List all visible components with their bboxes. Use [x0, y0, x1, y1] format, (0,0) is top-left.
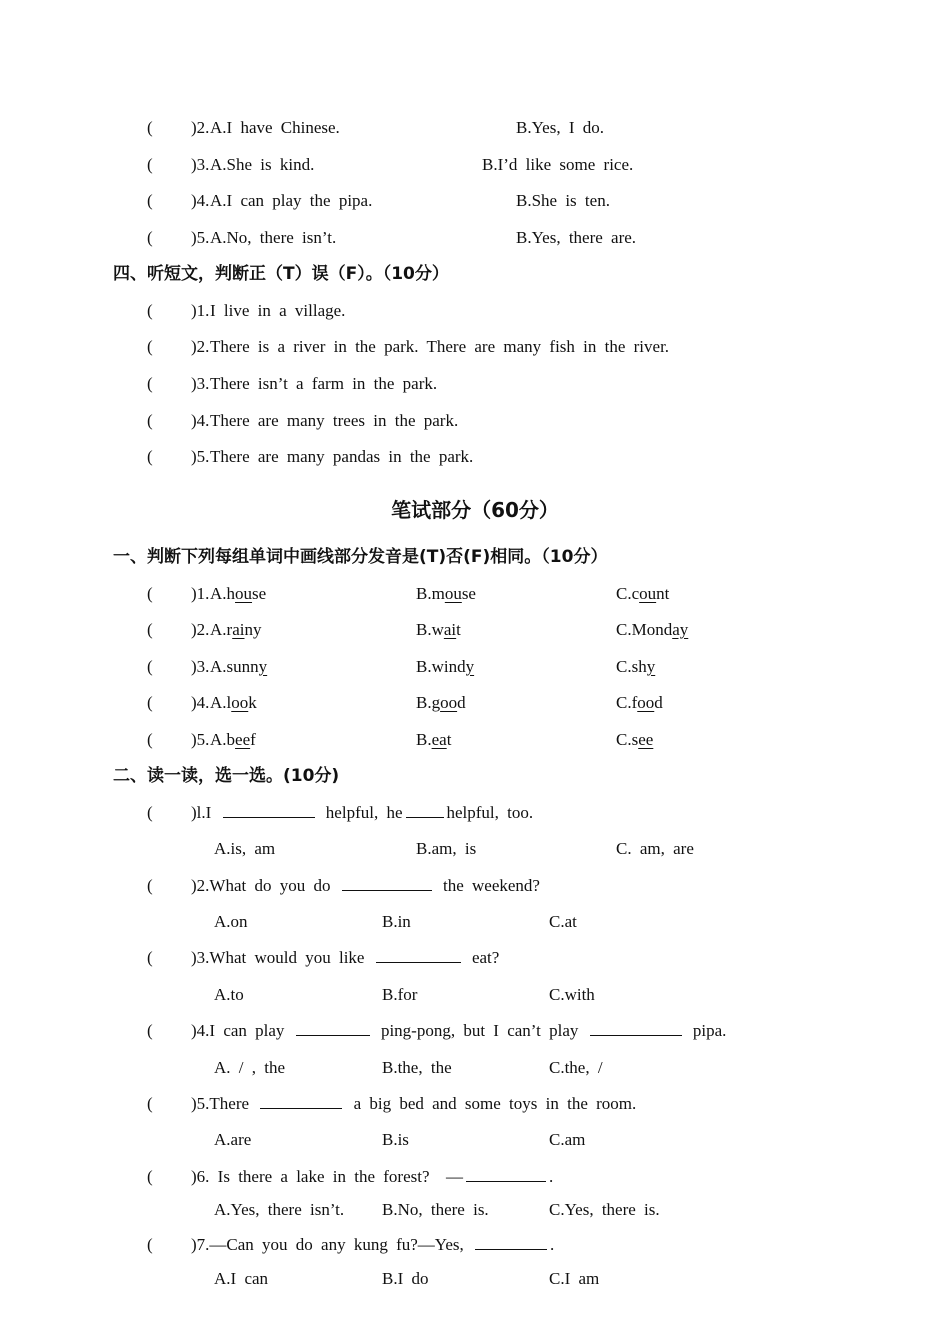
answer-paren[interactable]: ( — [147, 447, 153, 466]
answer-paren[interactable]: ( — [147, 337, 153, 356]
fill-blank[interactable] — [223, 803, 315, 818]
word-b: B.windy — [416, 657, 475, 676]
item-number: )3. — [191, 374, 210, 393]
underlined-letters: oo — [440, 693, 458, 712]
statement: There are many pandas in the park. — [210, 447, 474, 466]
underlined-letters: ay — [672, 620, 689, 639]
underlined-letters: oo — [637, 693, 655, 712]
item-number: )5. — [191, 228, 210, 247]
option-b: B.Yes, I do. — [516, 118, 604, 137]
option-b: B.I’d like some rice. — [482, 155, 634, 174]
option-c: C.am — [549, 1130, 586, 1149]
answer-paren[interactable]: ( — [147, 803, 153, 822]
underlined-letters: ee — [235, 730, 251, 749]
option-c: C. am, are — [616, 839, 694, 858]
question: )5.There a big bed and some toys in the room. — [191, 1094, 637, 1113]
item-number: )1. — [191, 584, 210, 603]
word-c: C.count — [616, 584, 670, 603]
word-c: C.food — [616, 693, 663, 712]
option-a: A.She is kind. — [210, 155, 315, 174]
item-number: )2. — [191, 620, 210, 639]
answer-paren[interactable]: ( — [147, 876, 153, 895]
word-c: C.Monday — [616, 620, 689, 639]
item-number: )5. — [191, 730, 210, 749]
answer-paren[interactable]: ( — [147, 118, 153, 137]
word-a: A.house — [210, 584, 267, 603]
item-number: )3. — [191, 155, 210, 174]
word-a: A.beef — [210, 730, 256, 749]
question: )7.—Can you do any kung fu?—Yes, . — [191, 1235, 555, 1254]
item-number: )3. — [191, 657, 210, 676]
word-c: C.shy — [616, 657, 656, 676]
answer-paren[interactable]: ( — [147, 374, 153, 393]
question: )2.What do you do the weekend? — [191, 876, 540, 895]
underlined-letters: ai — [443, 620, 457, 639]
statement: There is a river in the park. There are many fish in the river. — [210, 337, 670, 356]
underlined-letters: ee — [638, 730, 654, 749]
fill-blank[interactable] — [466, 1167, 546, 1182]
section-heading: 二、读一读，选一选。(10分) — [113, 766, 340, 786]
underlined-letters: ai — [232, 620, 245, 639]
answer-paren[interactable]: ( — [147, 411, 153, 430]
statement: There are many trees in the park. — [210, 411, 459, 430]
option-a: A.I have Chinese. — [210, 118, 340, 137]
word-b: B.good — [416, 693, 466, 712]
underlined-letters: ou — [444, 584, 462, 603]
statement: There isn’t a farm in the park. — [210, 374, 438, 393]
option-b: B.the, the — [382, 1058, 452, 1077]
option-c: C.the, / — [549, 1058, 603, 1077]
item-number: )4. — [191, 411, 210, 430]
option-c: C.I am — [549, 1269, 600, 1288]
word-a: A.sunny — [210, 657, 268, 676]
item-number: )4. — [191, 191, 210, 210]
item-number: )5. — [191, 447, 210, 466]
option-a: A.I can — [214, 1269, 269, 1288]
underlined-letters: ou — [639, 584, 657, 603]
option-b: B.am, is — [416, 839, 477, 858]
answer-paren[interactable]: ( — [147, 1235, 153, 1254]
underlined-letters: y — [646, 657, 656, 676]
fill-blank[interactable] — [590, 1021, 682, 1036]
option-c: C.with — [549, 985, 595, 1004]
fill-blank[interactable] — [376, 948, 461, 963]
option-b: B.in — [382, 912, 411, 931]
option-b: B.is — [382, 1130, 409, 1149]
item-number: )4. — [191, 693, 210, 712]
word-b: B.eat — [416, 730, 452, 749]
answer-paren[interactable]: ( — [147, 584, 153, 603]
option-c: C.Yes, there is. — [549, 1200, 660, 1219]
word-a: A.look — [210, 693, 257, 712]
fill-blank[interactable] — [342, 876, 432, 891]
answer-paren[interactable]: ( — [147, 948, 153, 967]
word-b: B.mouse — [416, 584, 476, 603]
written-part-title: 笔试部分（60分） — [391, 498, 559, 522]
answer-paren[interactable]: ( — [147, 657, 153, 676]
option-a: A.is, am — [214, 839, 276, 858]
item-number: )1. — [191, 301, 210, 320]
answer-paren[interactable]: ( — [147, 301, 153, 320]
option-a: A.to — [214, 985, 244, 1004]
option-b: B.for — [382, 985, 418, 1004]
answer-paren[interactable]: ( — [147, 191, 153, 210]
question: )3.What would you like eat? — [191, 948, 500, 967]
option-a: A. / , the — [214, 1058, 286, 1077]
fill-blank[interactable] — [406, 803, 444, 818]
word-b: B.wait — [416, 620, 461, 639]
option-b: B.I do — [382, 1269, 429, 1288]
option-a: A.Yes, there isn’t. — [214, 1200, 345, 1219]
underlined-letters: y — [465, 657, 475, 676]
question: )l.I helpful, he helpful, too. — [191, 803, 534, 822]
answer-paren[interactable]: ( — [147, 693, 153, 712]
option-a: A.are — [214, 1130, 252, 1149]
option-a: A.on — [214, 912, 248, 931]
option-a: A.I can play the pipa. — [210, 191, 373, 210]
question: )4.I can play ping-pong, but I can’t play pipa. — [191, 1021, 727, 1040]
statement: I live in a village. — [210, 301, 346, 320]
answer-paren[interactable]: ( — [147, 228, 153, 247]
underlined-letters: ou — [235, 584, 253, 603]
answer-paren[interactable]: ( — [147, 1094, 153, 1113]
word-c: C.see — [616, 730, 654, 749]
answer-paren[interactable]: ( — [147, 1167, 153, 1186]
underlined-letters: oo — [231, 693, 249, 712]
underlined-letters: ea — [431, 730, 447, 749]
question: )6. Is there a lake in the forest? — . — [191, 1167, 554, 1186]
option-b: B.She is ten. — [516, 191, 610, 210]
answer-paren[interactable]: ( — [147, 1021, 153, 1040]
section-heading: 一、判断下列每组单词中画线部分发音是(T)否(F)相同。（10分） — [113, 547, 608, 567]
option-c: C.at — [549, 912, 577, 931]
option-a: A.No, there isn’t. — [210, 228, 337, 247]
answer-paren[interactable]: ( — [147, 730, 153, 749]
underlined-letters: y — [258, 657, 268, 676]
answer-paren[interactable]: ( — [147, 155, 153, 174]
fill-blank[interactable] — [475, 1235, 547, 1250]
fill-blank[interactable] — [296, 1021, 370, 1036]
option-b: B.No, there is. — [382, 1200, 489, 1219]
word-a: A.rainy — [210, 620, 262, 639]
fill-blank[interactable] — [260, 1094, 342, 1109]
option-b: B.Yes, there are. — [516, 228, 637, 247]
item-number: )2. — [191, 118, 210, 137]
answer-paren[interactable]: ( — [147, 620, 153, 639]
section-heading: 四、听短文，判断正（T）误（F）。（10分） — [113, 264, 449, 284]
item-number: )2. — [191, 337, 210, 356]
